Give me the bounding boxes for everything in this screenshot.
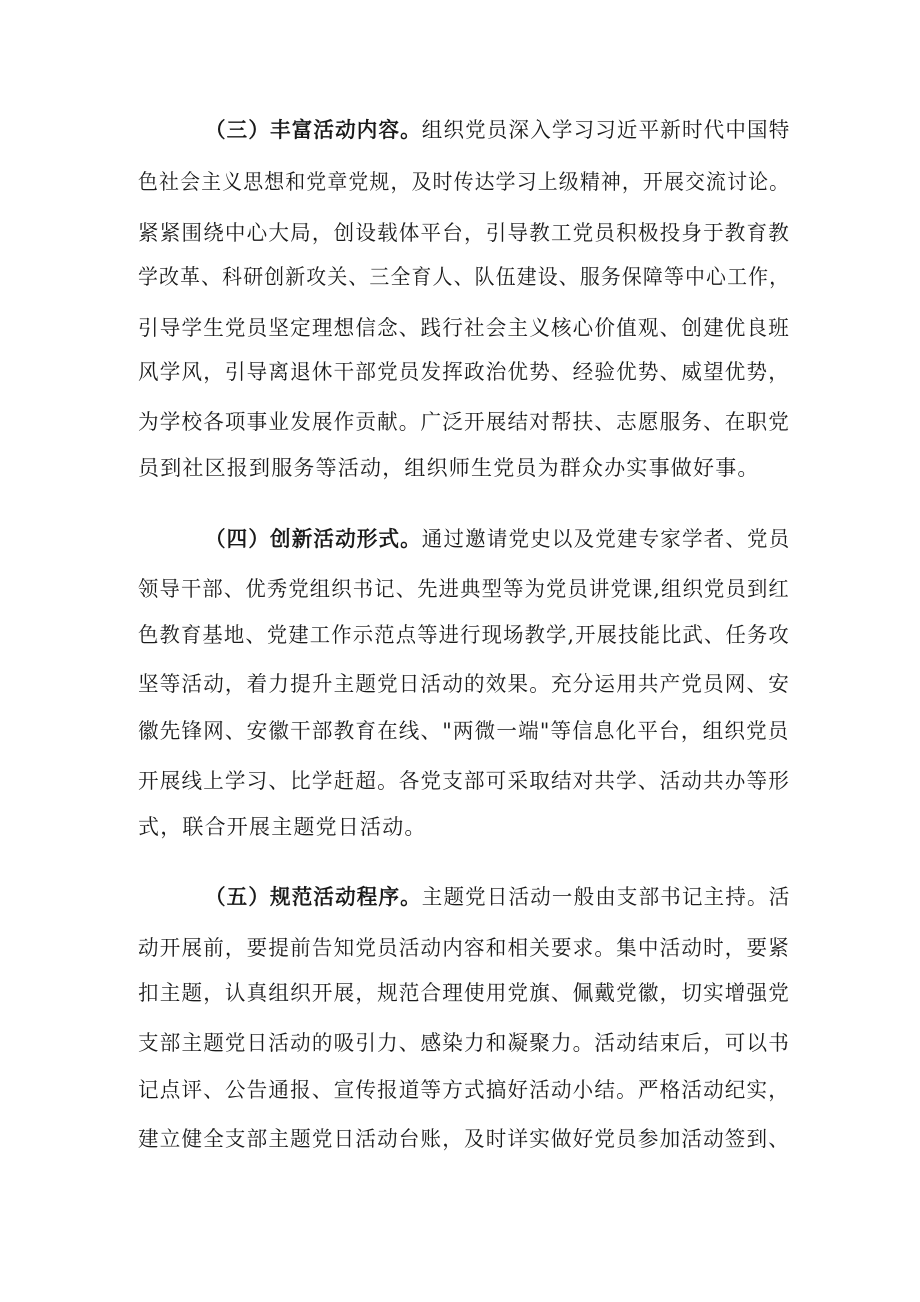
paragraph-line: 坚等活动，着力提升主题党日活动的效果。充分运用共产党员网、安 <box>138 672 791 696</box>
paragraph-line: 开展线上学习、比学赶超。各党支部可采取结对共学、活动共办等形 <box>138 769 791 793</box>
paragraph-line: 徽先锋网、安徽干部教育在线、"两微一端"等信息化平台，组织党员 <box>138 719 790 743</box>
paragraph-line: 风学风，引导离退休干部党员发挥政治优势、经验优势、威望优势， <box>138 360 791 384</box>
paragraph-line <box>205 115 790 145</box>
paragraph-line <box>205 882 790 912</box>
paragraph-line: 式，联合开展主题党日活动。 <box>138 815 427 839</box>
paragraph-line: 色社会主义思想和党章党规，及时传达学习上级精神，开展交流讨论。 <box>138 170 791 194</box>
paragraph-line: 记点评、公告通报、宣传报道等方式搞好活动小结。严格活动纪实， <box>138 1078 791 1102</box>
section-heading: （五）规范活动程序。 <box>205 884 422 909</box>
paragraph-text: 通过邀请党史以及党建专家学者、党员 <box>421 527 791 551</box>
paragraph-line: 扣主题，认真组织开展，规范合理使用党旗、佩戴党徽，切实增强党 <box>138 981 791 1005</box>
paragraph-line: 引导学生党员坚定理想信念、践行社会主义核心价值观、创建优良班 <box>138 316 791 340</box>
section-heading: （四）创新活动形式。 <box>205 526 422 551</box>
paragraph-line: 员到社区报到服务等活动，组织师生党员为群众办实事做好事。 <box>138 456 760 480</box>
paragraph-text: 主题党日活动一般由支部书记主持。活 <box>421 885 791 909</box>
paragraph-line: 建立健全支部主题党日活动台账，及时详实做好党员参加活动签到、 <box>138 1127 791 1151</box>
paragraph-line: 领导干部、优秀党组织书记、先进典型等为党员讲党课,组织党员到红 <box>138 577 790 601</box>
paragraph-line: 动开展前，要提前告知党员活动内容和相关要求。集中活动时，要紧 <box>138 936 791 960</box>
paragraph-line: 紧紧围绕中心大局，创设载体平台，引导教工党员积极投身于教育教 <box>138 221 791 245</box>
paragraph-line: 学改革、科研创新攻关、三全育人、队伍建设、服务保障等中心工作， <box>138 265 791 289</box>
paragraph-line: 为学校各项事业发展作贡献。广泛开展结对帮扶、志愿服务、在职党 <box>138 410 791 434</box>
paragraph-line: 支部主题党日活动的吸引力、感染力和凝聚力。活动结束后，可以书 <box>138 1031 791 1055</box>
paragraph-text: 组织党员深入学习习近平新时代中国特 <box>421 118 791 142</box>
paragraph-line <box>205 524 790 554</box>
section-heading: （三）丰富活动内容。 <box>205 117 422 142</box>
paragraph-line: 色教育基地、党建工作示范点等进行现场教学,开展技能比武、任务攻 <box>138 623 790 647</box>
